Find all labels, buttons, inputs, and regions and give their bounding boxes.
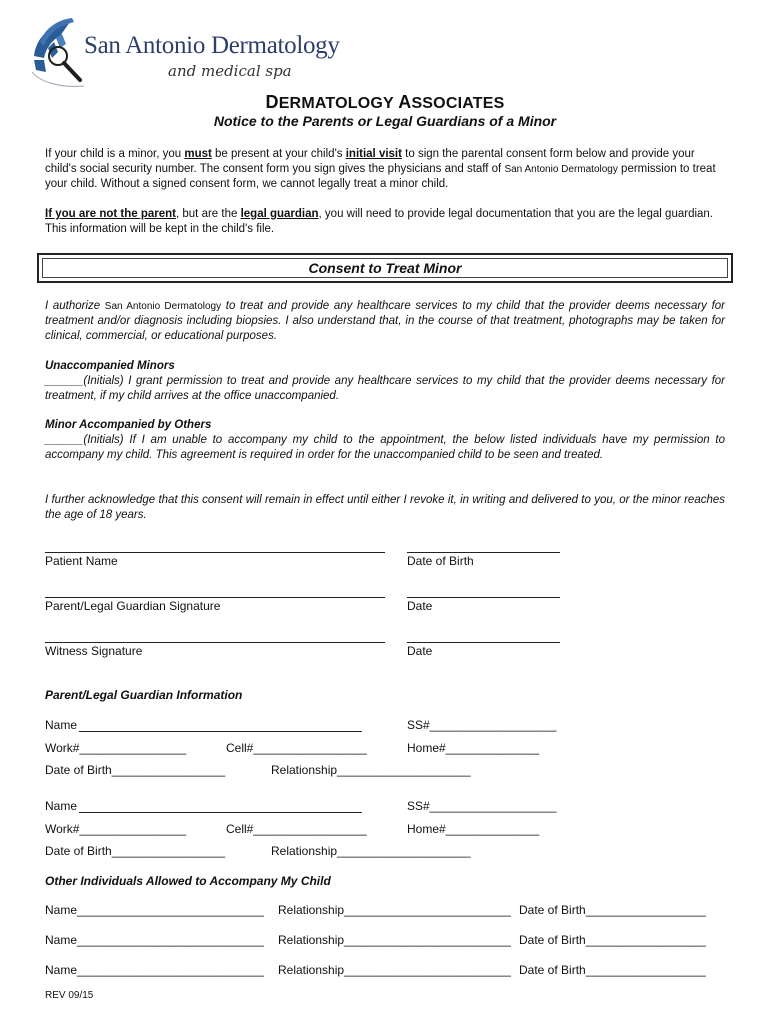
guardian2-ss-field[interactable]: SS#___________________ <box>407 799 557 813</box>
patient-dob-label: Date of Birth <box>407 554 474 568</box>
guardian2-dob-field[interactable]: Date of Birth_________________ <box>45 844 226 858</box>
guardian2-cell-field[interactable]: Cell#_________________ <box>226 822 367 836</box>
title-cap-2: A <box>398 92 412 112</box>
consent-title: Consent to Treat Minor <box>42 258 728 278</box>
title-part-1: ERMATOLOGY <box>278 95 399 112</box>
guardian2-relationship-field[interactable]: Relationship____________________ <box>271 844 471 858</box>
guardian2-name-field[interactable] <box>79 812 362 813</box>
logo-name: San Antonio Dermatology <box>84 32 340 59</box>
patient-dob-line[interactable] <box>407 552 560 553</box>
other3-dob-field[interactable]: Date of Birth__________________ <box>519 963 706 977</box>
unaccompanied-heading: Unaccompanied Minors <box>45 360 175 372</box>
patient-name-line[interactable] <box>45 552 385 553</box>
guardian2-work-field[interactable]: Work#________________ <box>45 822 187 836</box>
guardian1-cell-field[interactable]: Cell#_________________ <box>226 741 367 755</box>
acknowledge-paragraph: I further acknowledge that this consent will remain in effect until either I revoke it, in writing and delivered to you, or the minor reaches the age of 18 years. <box>45 494 725 521</box>
consent-title-box <box>37 253 733 283</box>
guardian2-name-label: Name <box>45 799 78 813</box>
guardian-date-label: Date <box>407 599 433 613</box>
witness-date-label: Date <box>407 644 433 658</box>
page-title <box>0 92 770 113</box>
accompanied-section <box>45 418 725 463</box>
guardian1-relationship-field[interactable]: Relationship____________________ <box>271 763 471 777</box>
intro-paragraph-2: If you are not the parent, but are the legal guardian, you will need to provide legal documentation that you are the legal guardian. This information will be kept in the child's file. <box>45 208 714 235</box>
guardian-signature-line[interactable] <box>45 597 385 598</box>
guardian-info-heading: Parent/Legal Guardian Information <box>45 688 243 702</box>
unaccompanied-text: ______(Initials) I grant permission to treat and provide any healthcare services to my child that the provider deems necessary for treatment, if my child arrives at the office unaccompanied. <box>45 375 725 402</box>
logo-icon <box>30 12 86 92</box>
other1-dob-field[interactable]: Date of Birth__________________ <box>519 903 706 917</box>
other3-name-field[interactable]: Name____________________________ <box>45 963 264 977</box>
revision-label: REV 09/15 <box>45 990 94 1001</box>
accompanied-text: ______(Initials) If I am unable to accompany my child to the appointment, the below listed individuals have my permission to accompany my child. This agreement is required in order for the unaccompanied child to be seen and treated. <box>45 434 725 461</box>
guardian-date-line[interactable] <box>407 597 560 598</box>
logo-tagline: and medical spa <box>168 62 292 80</box>
guardian2-home-field[interactable]: Home#______________ <box>407 822 540 836</box>
others-heading: Other Individuals Allowed to Accompany My Child <box>45 874 331 888</box>
title-cap-1: D <box>265 92 279 112</box>
other1-name-field[interactable]: Name____________________________ <box>45 903 264 917</box>
guardian1-ss-field[interactable]: SS#___________________ <box>407 718 557 732</box>
other2-relationship-field[interactable]: Relationship_________________________ <box>278 933 511 947</box>
guardian1-dob-field[interactable]: Date of Birth_________________ <box>45 763 226 777</box>
witness-signature-label: Witness Signature <box>45 644 143 658</box>
guardian1-home-field[interactable]: Home#______________ <box>407 741 540 755</box>
unaccompanied-section <box>45 359 725 404</box>
witness-date-line[interactable] <box>407 642 560 643</box>
accompanied-heading: Minor Accompanied by Others <box>45 419 212 431</box>
guardian-signature-label: Parent/Legal Guardian Signature <box>45 599 221 613</box>
patient-name-label: Patient Name <box>45 554 118 568</box>
intro-paragraph-1: If your child is a minor, you must be present at your child's initial visit to sign the parental consent form below and provide your child's social security number. The consent form you sign gives the physicians and staff of San Antonio Dermatology permission to treat your child. Without a signed consent form, we cannot legally treat a minor child. <box>45 148 716 190</box>
other1-relationship-field[interactable]: Relationship_________________________ <box>278 903 511 917</box>
page-subtitle: Notice to the Parents or Legal Guardians of a Minor <box>213 113 557 129</box>
other3-relationship-field[interactable]: Relationship_________________________ <box>278 963 511 977</box>
other2-dob-field[interactable]: Date of Birth__________________ <box>519 933 706 947</box>
guardian1-name-label: Name <box>45 718 78 732</box>
authorization-paragraph: I authorize San Antonio Dermatology to treat and provide any healthcare services to my child that the provider deems necessary for treatment and/or diagnosis including biopsies. I also understand that, in the course of that treatment, photographs may be taken for clinical, commercial, or educational purposes. <box>45 300 725 342</box>
guardian1-name-field[interactable] <box>79 731 362 732</box>
other2-name-field[interactable]: Name____________________________ <box>45 933 264 947</box>
guardian1-work-field[interactable]: Work#________________ <box>45 741 187 755</box>
logo <box>30 12 360 92</box>
title-part-2: SSOCIATES <box>411 95 505 112</box>
witness-signature-line[interactable] <box>45 642 385 643</box>
